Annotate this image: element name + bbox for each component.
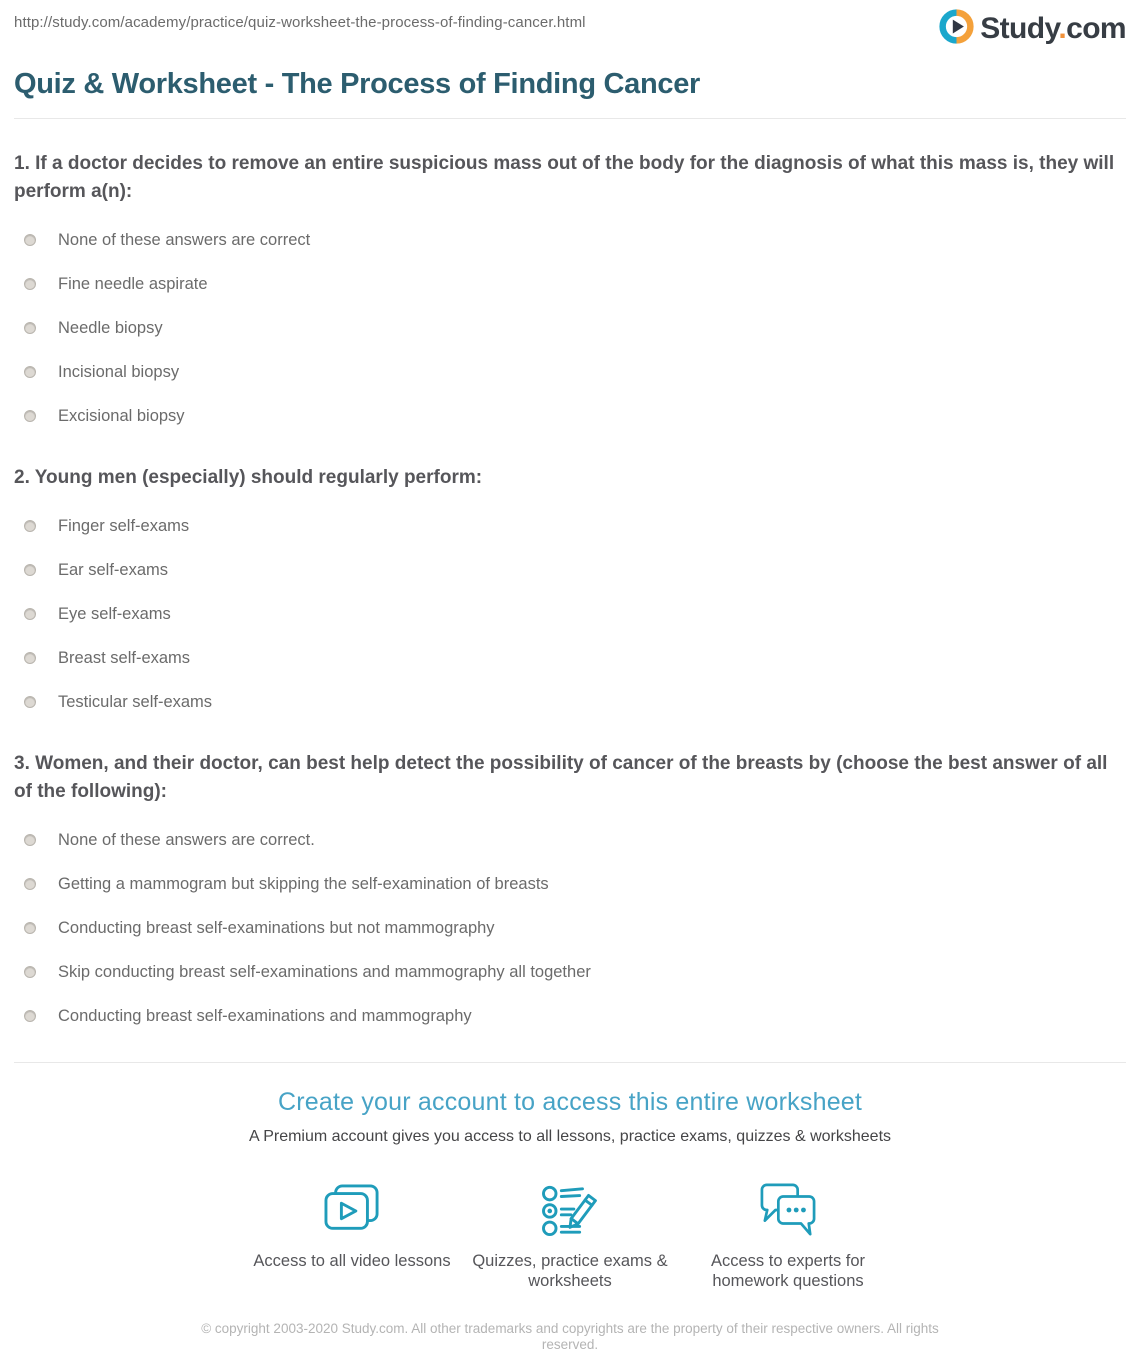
answer-option[interactable] (14, 692, 1126, 712)
radio-button[interactable] (24, 834, 36, 846)
answer-option[interactable] (14, 516, 1126, 536)
answer-option[interactable] (14, 274, 1126, 294)
answer-option[interactable] (14, 560, 1126, 580)
option-label: Breast self-exams (58, 649, 191, 667)
copyright-text: © copyright 2003-2020 Study.com. All other trademarks and copyrights are the property of their respective owners. All rights reserved. (201, 1321, 939, 1352)
logo-play-icon (938, 8, 975, 50)
signup-heading[interactable]: Create your account to access this entire worksheet (277, 1088, 863, 1116)
option-label: Conducting breast self-examinations and mammography (58, 1007, 472, 1025)
option-label: Finger self-exams (58, 517, 190, 535)
option-label: Fine needle aspirate (58, 275, 208, 293)
chat-experts-icon (688, 1181, 888, 1239)
radio-button[interactable] (24, 652, 36, 664)
radio-button[interactable] (24, 966, 36, 978)
option-label: Excisional biopsy (58, 407, 185, 425)
radio-button[interactable] (24, 1010, 36, 1022)
answer-option[interactable] (14, 918, 1126, 938)
feature-label: Access to experts for homework questions (710, 1252, 866, 1290)
logo-text (980, 12, 1126, 46)
question-1 (14, 150, 1126, 426)
video-lessons-icon (252, 1181, 452, 1239)
option-label: Skip conducting breast self-examinations and mammography all together (58, 963, 591, 981)
answer-option[interactable] (14, 230, 1126, 250)
signup-subheading: A Premium account gives you access to all lessons, practice exams, quizzes & worksheets (248, 1128, 892, 1145)
answer-option[interactable] (14, 362, 1126, 382)
feature-video-lessons (252, 1181, 452, 1291)
answer-option[interactable] (14, 318, 1126, 338)
option-label: Needle biopsy (58, 319, 163, 337)
feature-homework-experts (688, 1181, 888, 1291)
radio-button[interactable] (24, 520, 36, 532)
radio-button[interactable] (24, 322, 36, 334)
option-label: Eye self-exams (58, 605, 171, 623)
answer-option[interactable] (14, 1006, 1126, 1026)
radio-button[interactable] (24, 608, 36, 620)
option-label: Testicular self-exams (58, 693, 213, 711)
answer-option[interactable] (14, 874, 1126, 894)
radio-button[interactable] (24, 922, 36, 934)
answer-option[interactable] (14, 962, 1126, 982)
top-bar (14, 0, 1126, 52)
option-label: None of these answers are correct. (58, 831, 315, 849)
answer-option[interactable] (14, 604, 1126, 624)
option-label: Getting a mammogram but skipping the self-examination of breasts (58, 875, 549, 893)
option-label: Ear self-exams (58, 561, 169, 579)
feature-quizzes-worksheets (470, 1181, 670, 1291)
page-title: Quiz & Worksheet - The Process of Finding Cancer (14, 68, 701, 100)
quizzes-worksheets-icon (470, 1181, 670, 1239)
question-2 (14, 464, 1126, 712)
answer-option[interactable] (14, 648, 1126, 668)
url-text: http://study.com/academy/practice/quiz-worksheet-the-process-of-finding-cancer.html (14, 14, 586, 31)
title-divider (14, 118, 1126, 119)
quiz-body (14, 150, 1126, 1026)
option-label: Conducting breast self-examinations but not mammography (58, 919, 495, 937)
question-3 (14, 750, 1126, 1026)
logo-text-dot: . (1058, 12, 1067, 45)
question-text: 3. Women, and their doctor, can best help detect the possibility of cancer of the breasts by (choose the best answer of all of the following): (14, 753, 1108, 802)
signup-promo (14, 1063, 1126, 1291)
page-footer (14, 1321, 1126, 1354)
radio-button[interactable] (24, 878, 36, 890)
feature-label: Quizzes, practice exams & worksheets (472, 1252, 668, 1290)
feature-list (14, 1181, 1126, 1291)
radio-button[interactable] (24, 278, 36, 290)
logo-text-study: Study (980, 12, 1059, 45)
radio-button[interactable] (24, 410, 36, 422)
feature-label: Access to all video lessons (253, 1252, 451, 1270)
studycom-logo[interactable] (938, 8, 1126, 50)
radio-button[interactable] (24, 564, 36, 576)
logo-text-com: com (1066, 12, 1126, 45)
radio-button[interactable] (24, 234, 36, 246)
question-text: 1. If a doctor decides to remove an entire suspicious mass out of the body for the diagnosis of what this mass is, they will perform a(n): (14, 153, 1115, 202)
option-label: None of these answers are correct (58, 231, 311, 249)
question-text: 2. Young men (especially) should regularly perform: (14, 467, 483, 488)
answer-option[interactable] (14, 406, 1126, 426)
radio-button[interactable] (24, 696, 36, 708)
answer-option[interactable] (14, 830, 1126, 850)
option-label: Incisional biopsy (58, 363, 180, 381)
radio-button[interactable] (24, 366, 36, 378)
